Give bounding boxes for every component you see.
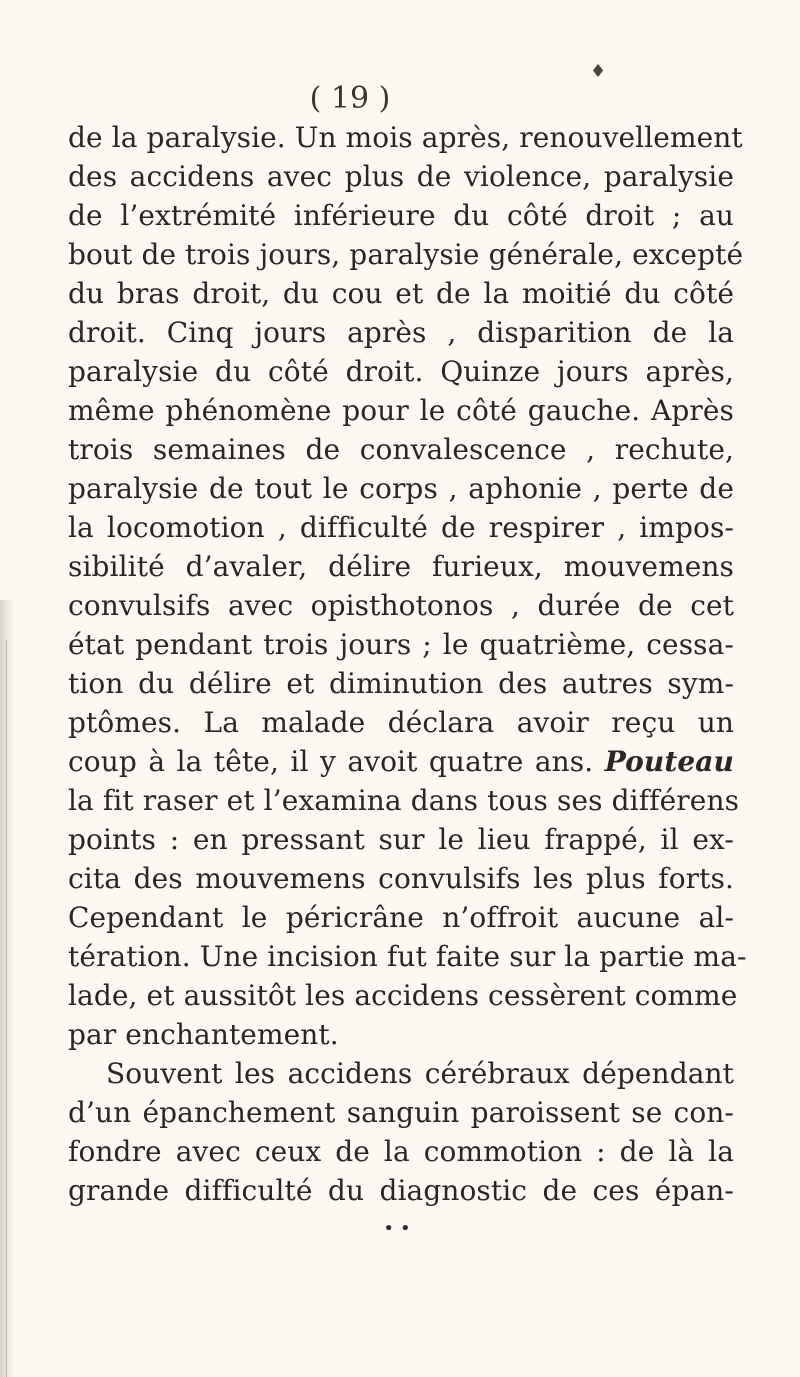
text-line: la locomotion , difficulté de respirer , impos-	[68, 511, 734, 544]
text-line: trois semaines de convalescence , rechute,	[68, 433, 734, 466]
text-line: ptômes. La malade déclara avoir reçu un	[68, 706, 734, 739]
text-line: par enchantement.	[68, 1018, 339, 1051]
text-line: tération. Une incision fut faite sur la partie ma-	[68, 940, 747, 973]
text-line: la fit raser et l’examina dans tous ses différens	[68, 784, 740, 817]
author-name-pouteau: Pouteau	[604, 745, 734, 778]
text-line: grande difficulté du diagnostic de ces épan-	[68, 1174, 734, 1207]
text-line: bout de trois jours, paralysie générale, excepté	[68, 238, 744, 271]
text-line: points : en pressant sur le lieu frappé, il ex-	[68, 823, 734, 856]
text-line: même phénomène pour le côté gauche. Après	[68, 394, 734, 427]
text-line: convulsifs avec opisthotonos , durée de cet	[68, 589, 734, 622]
text-line-start: coup à la tête, il y avoit quatre ans.	[68, 745, 594, 778]
text-line: tion du délire et diminution des autres sym-	[68, 667, 734, 700]
text-line: d’un épanchement sanguin paroissent se con-	[68, 1096, 734, 1129]
text-line: du bras droit, du cou et de la moitié du côté	[68, 277, 734, 310]
page-edge-line	[6, 640, 7, 1377]
text-line: sibilité d’avaler, délire furieux, mouvemens	[68, 550, 734, 583]
text-line: état pendant trois jours ; le quatrième, cessa-	[68, 628, 734, 661]
text-line: paralysie de tout le corps , aphonie , perte de	[68, 472, 734, 505]
text-line: Cependant le péricrâne n’offroit aucune al-	[68, 901, 734, 934]
text-line: paralysie du côté droit. Quinze jours après,	[68, 355, 734, 388]
text-line: droit. Cinq jours après , disparition de la	[68, 316, 734, 349]
signature-mark: ••	[383, 1218, 417, 1239]
page-gutter-shadow	[0, 600, 14, 1377]
text-line: lade, et aussitôt les accidens cessèrent comme	[68, 979, 738, 1012]
text-line: Souvent les accidens cérébraux dépendant	[106, 1057, 734, 1090]
page-number: ( 19 )	[309, 81, 391, 116]
text-line: des accidens avec plus de violence, paralysie	[68, 160, 734, 193]
text-line: de l’extrémité inférieure du côté droit ; au	[68, 199, 734, 232]
text-line-with-name	[68, 742, 734, 782]
ink-speck-mark: ♦	[590, 61, 607, 82]
text-line: de la paralysie. Un mois après, renouvellement	[68, 121, 743, 154]
text-line: cita des mouvemens convulsifs les plus forts.	[68, 862, 734, 895]
text-line: fondre avec ceux de la commotion : de là la	[68, 1135, 734, 1168]
